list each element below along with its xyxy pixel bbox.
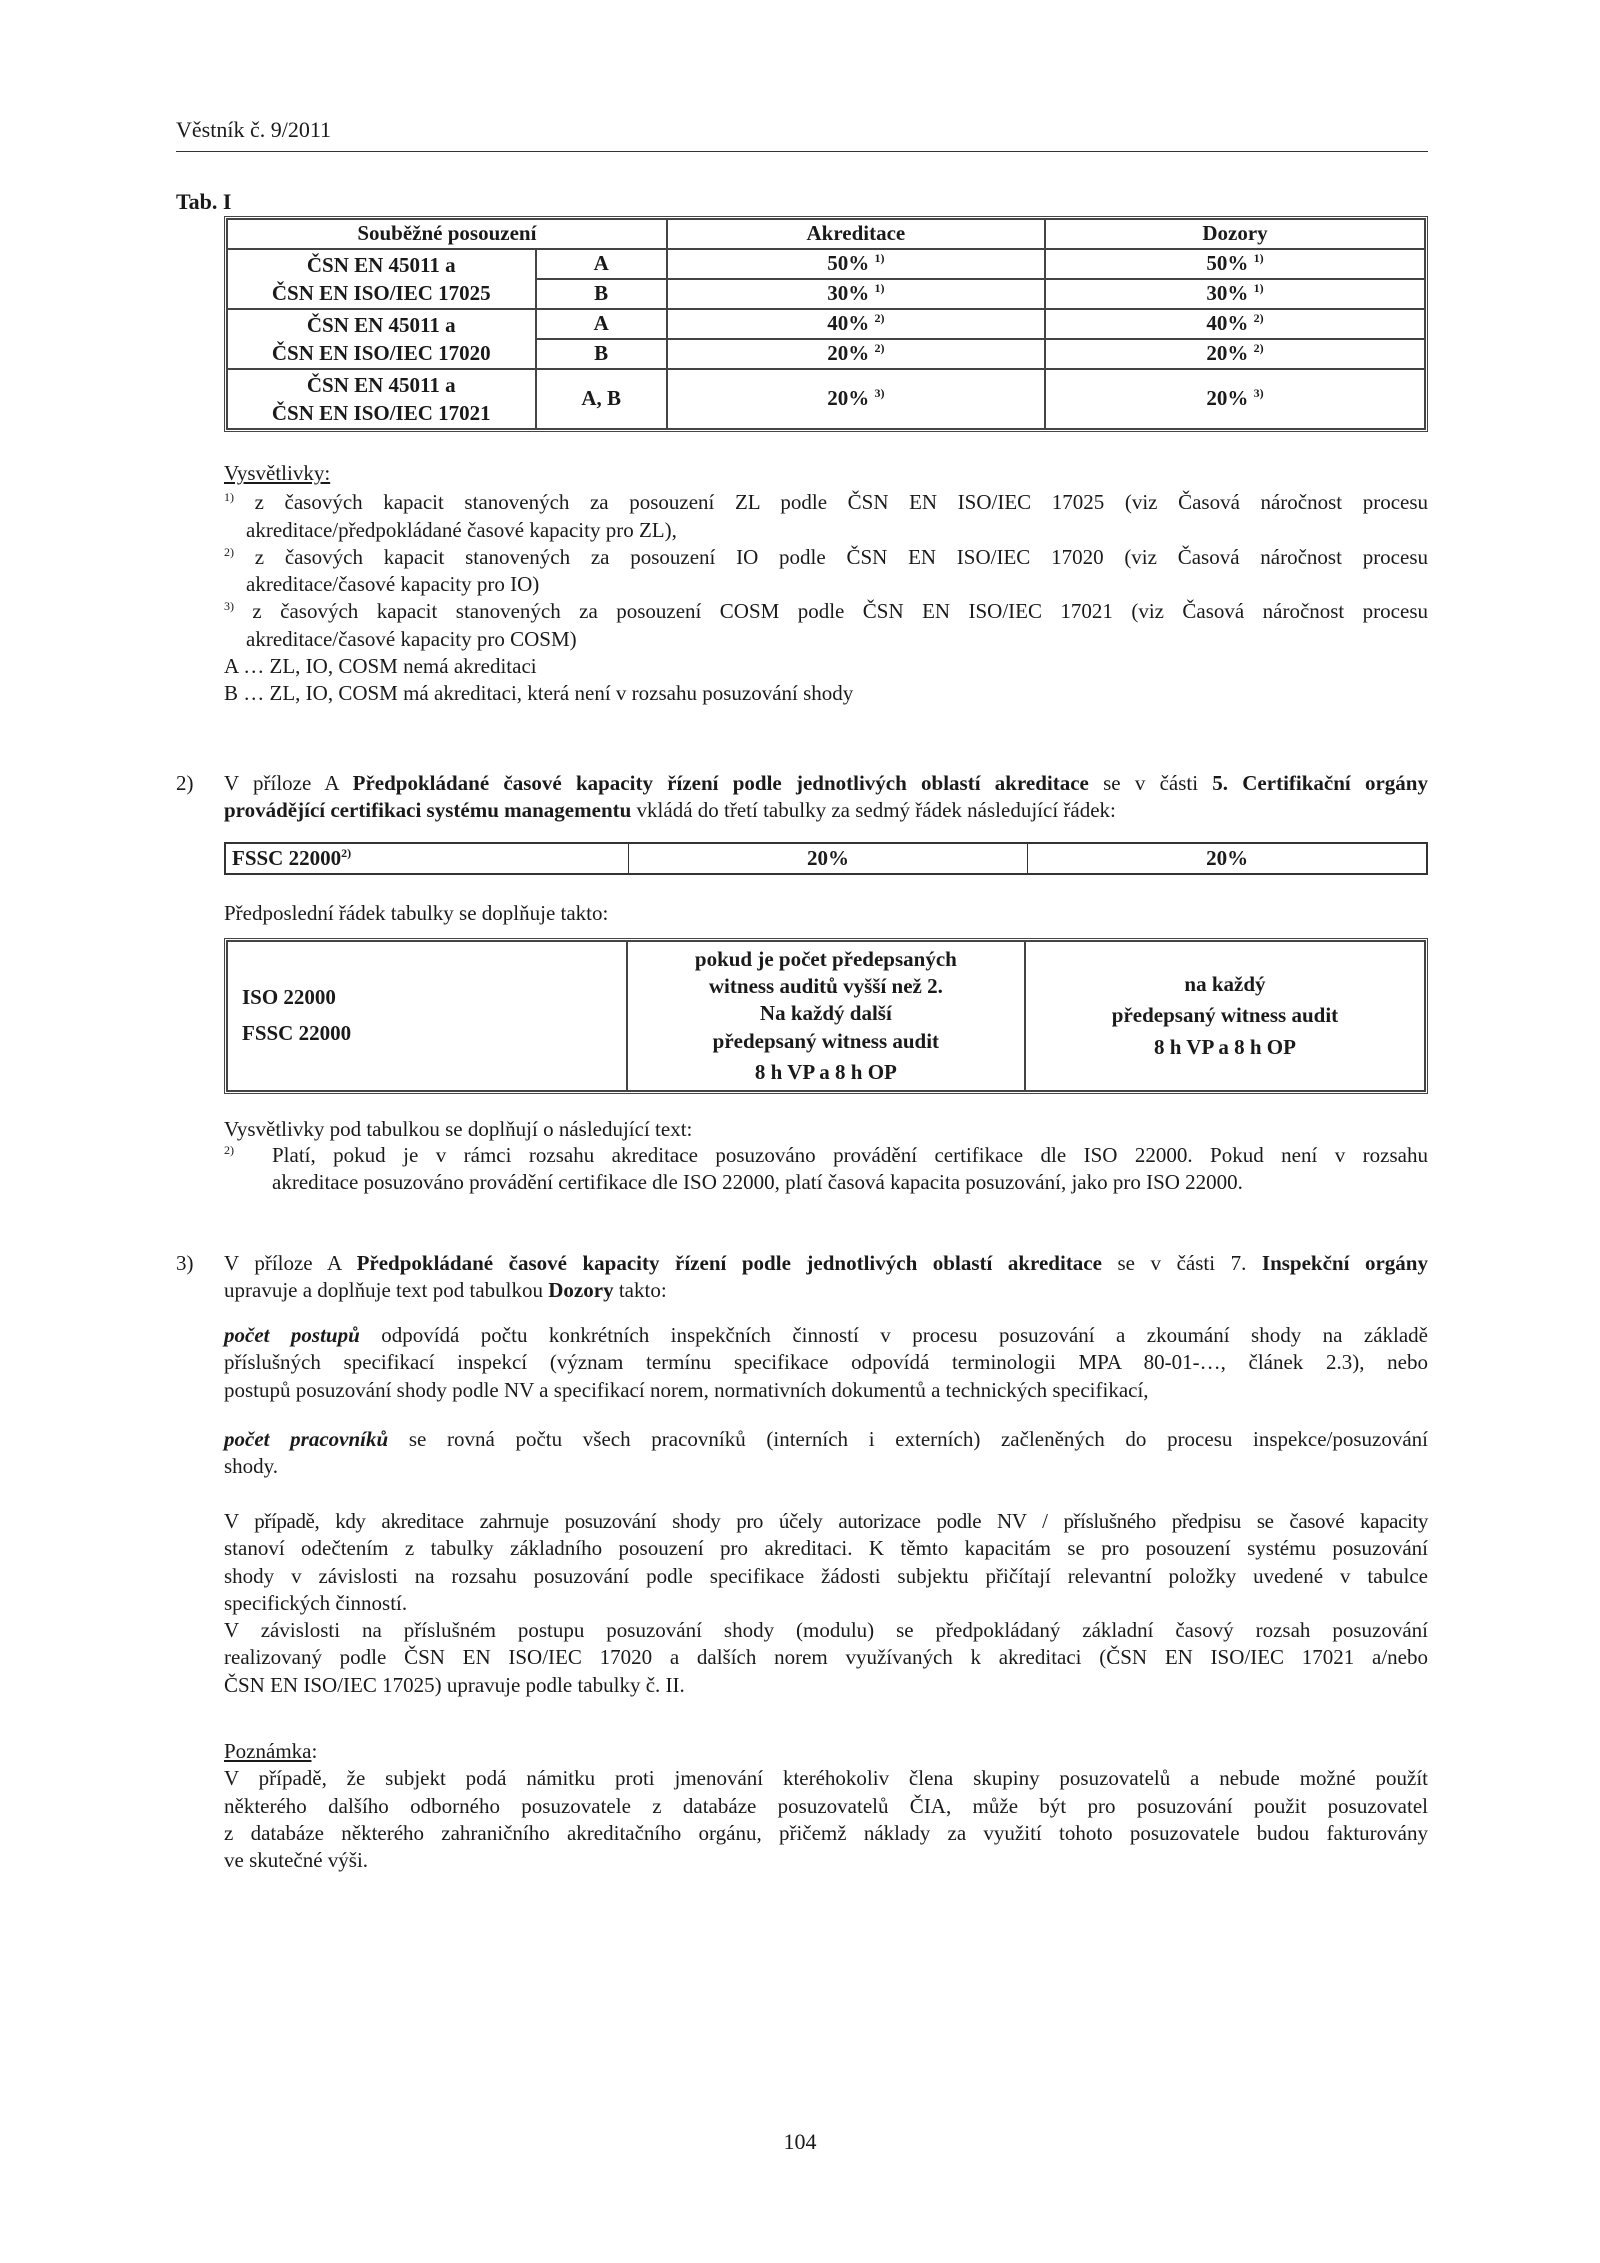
table-fssc-row	[224, 842, 1428, 875]
table-row	[227, 309, 1425, 339]
explanatory-notes	[224, 460, 1428, 708]
standard-cell	[227, 249, 536, 309]
dozory-cell: 50% $^{1)}$	[1045, 249, 1425, 279]
header-cell: Souběžné posouzení	[227, 219, 667, 249]
notes-intro: Vysvětlivky pod tabulkou se doplňují o následující text:	[224, 1117, 693, 1141]
paragraph-pocet-pracovniku: počet pracovníků se rovná počtu všech pracovníků (interních i externích) začleněných do procesu inspekce/posuzování shody.	[224, 1427, 1428, 1479]
table-header-row	[227, 219, 1425, 249]
standard-line: ČSN EN ISO/IEC 17025	[271, 281, 491, 305]
akreditace-cell: 50% $^{1)}$	[667, 249, 1045, 279]
dozory-cell: 40% $^{2)}$	[1045, 309, 1425, 339]
note-sup: 2)	[224, 1143, 234, 1157]
header-cell: Dozory	[1045, 219, 1425, 249]
section-2-number: 2)	[176, 771, 194, 795]
notes-title: Vysvětlivky:	[224, 461, 331, 485]
dozory-cell: 20%	[1028, 843, 1427, 874]
dozory-cell: 20% $^{2)}$	[1045, 339, 1425, 369]
condition-cell: pokud je počet předepsaných witness auditů vyšší než 2. Na každý další předepsaný witness audit 8 h VP a 8 h OP	[627, 941, 1025, 1091]
akreditace-cell: 30% $^{1)}$	[667, 279, 1045, 309]
page-number: 104	[783, 2129, 817, 2154]
scheme-cell: FSSC 22000$^{2)}$	[225, 843, 628, 874]
section-3-number: 3)	[176, 1251, 194, 1275]
table-row	[227, 941, 1425, 1091]
akreditace-cell: 20% $^{3)}$	[667, 369, 1045, 429]
table-label: Tab. I	[176, 189, 232, 214]
page-header	[176, 116, 1428, 152]
capacity-cell: na každý předepsaný witness audit 8 h VP a 8 h OP	[1025, 941, 1425, 1091]
note-item: $^{1)}$ z časových kapacit stanovených za posouzení ZL podle ČSN EN ISO/IEC 17025 (viz Časová náročnost procesu akreditace/předpokládané časové kapacity pro ZL),	[224, 490, 1429, 542]
header-cell: Akreditace	[667, 219, 1045, 249]
type-cell: B	[536, 339, 667, 369]
table-iso22000	[224, 938, 1428, 1094]
table-row	[227, 249, 1425, 279]
penultimate-row-intro: Předposlední řádek tabulky se doplňuje takto:	[224, 901, 609, 925]
note-poznamka: Poznámka: V případě, že subjekt podá námitku proti jmenování kteréhokoliv člena skupiny posuzovatelů a nebude možné použít některého dalšího odborného posuzovatele z databáze posuzovatelů ČIA, může být pro posuzování použit posuzovatel z databáze některého zahraničního akreditačního orgánu, přičemž náklady za využití tohoto posuzovatele budou fakturovány ve skutečné výši.	[224, 1739, 1428, 1873]
note-b: B … ZL, IO, COSM má akreditaci, která není v rozsahu posuzování shody	[224, 681, 854, 706]
standard-line: ČSN EN 45011 a	[306, 312, 456, 337]
standard-cell	[227, 369, 536, 429]
standard-line: ČSN EN 45011 a	[306, 372, 456, 397]
type-cell: A	[536, 249, 667, 279]
standard-line: ČSN EN 45011 a	[306, 252, 456, 277]
note-title: Poznámka	[224, 1739, 312, 1763]
standard-line: ČSN EN ISO/IEC 17021	[271, 401, 491, 425]
akreditace-cell: 40% $^{2)}$	[667, 309, 1045, 339]
standard-line: ČSN EN ISO/IEC 17020	[271, 341, 491, 365]
dozory-cell: 20% $^{3)}$	[1045, 369, 1425, 429]
paragraph-pocet-postupu: počet postupů odpovídá počtu konkrétních inspekčních činností v procesu posuzování a zkoumání shody na základě příslušných specifikací inspekcí (význam termínu specifikace odpovídá terminologii MPA 80-01-…, článek 2.3), nebo postupů posuzování shody podle NV a specifikací norem, normativních dokumentů a technických specifikací,	[224, 1323, 1428, 1402]
section-2-text: V příloze A Předpokládané časové kapacity řízení podle jednotlivých oblastí akreditace se v části 5. Certifikační orgány provádějící certifikaci systému managementu vkládá do třetí tabulky za sedmý řádek následující řádek:	[224, 771, 1428, 823]
table-row	[225, 843, 1427, 874]
akreditace-cell: 20%	[628, 843, 1027, 874]
dozory-cell: 30% $^{1)}$	[1045, 279, 1425, 309]
note-a: A … ZL, IO, COSM nemá akreditaci	[224, 654, 537, 679]
table-souběžné-posouzení	[224, 216, 1428, 432]
akreditace-cell: 20% $^{2)}$	[667, 339, 1045, 369]
journal-title: Věstník č. 9/2011	[176, 117, 331, 142]
type-cell: A	[536, 309, 667, 339]
paragraph-autorizace: V případě, kdy akreditace zahrnuje posuzování shody pro účely autorizace podle NV / příslušného předpisu se časové kapacity stanoví odečtením z tabulky základního posouzení pro akreditaci. K těmto kapacitám se pro posouzení systému posuzování shody v závislosti na rozsahu posuzování podle specifikace žádosti subjektu přičítají relevantní položky uvedené v tabulce specifických činností. V závislosti na příslušném postupu posuzování shody (modulu) se předpokládaný základní časový rozsah posuzování realizovaný podle ČSN EN ISO/IEC 17020 a dalších norem využívaných k akreditaci (ČSN EN ISO/IEC 17021 a/nebo ČSN EN ISO/IEC 17025) upravuje podle tabulky č. II.	[224, 1509, 1428, 1697]
section-3-text: V příloze A Předpokládané časové kapacity řízení podle jednotlivých oblastí akreditace se v části 7. Inspekční orgány upravuje a doplňuje text pod tabulkou Dozory takto:	[224, 1251, 1428, 1303]
standard-cell	[227, 309, 536, 369]
type-cell: A, B	[536, 369, 667, 429]
scheme-cell: ISO 22000 FSSC 22000	[227, 941, 627, 1091]
note-item: $^{3)}$ z časových kapacit stanovených za posouzení COSM podle ČSN EN ISO/IEC 17021 (viz Časová náročnost procesu akreditace/časové kapacity pro COSM)	[224, 599, 1428, 651]
note-item: $^{2)}$ z časových kapacit stanovených za posouzení IO podle ČSN EN ISO/IEC 17020 (viz Časová náročnost procesu akreditace/časové kapacity pro IO)	[224, 544, 1428, 597]
note-text: Platí, pokud je v rámci rozsahu akreditace posuzováno provádění certifikace dle ISO 22000. Pokud není v rozsahu akreditace posuzováno provádění certifikace dle ISO 22000, platí časová kapacita posuzování, jako pro ISO 22000.	[272, 1143, 1428, 1195]
table-row	[227, 369, 1425, 429]
type-cell: B	[536, 279, 667, 309]
